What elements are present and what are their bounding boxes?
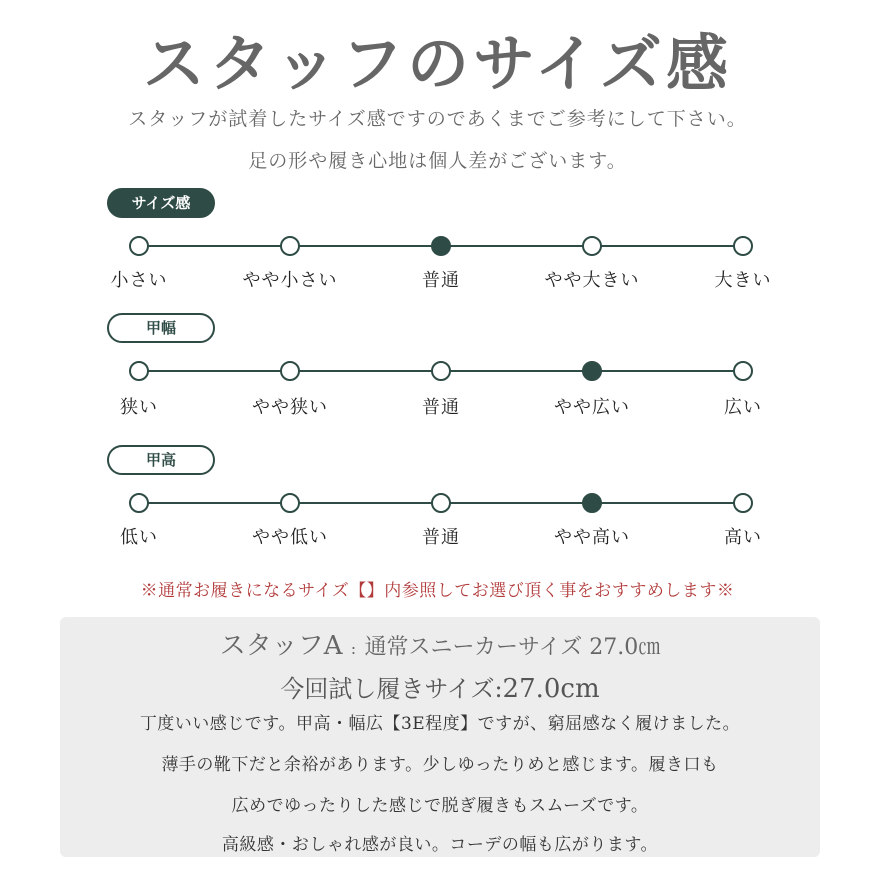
scale-point-1 xyxy=(129,361,149,381)
staff-name: スタッフA xyxy=(219,631,343,661)
review-comment-2: 薄手の靴下だと余裕があります。少しゆったりめと感じます。履き口も xyxy=(161,755,719,775)
recommendation-note: ※通常お履きになるサイズ【】内参照してお選び頂く事をおすすめします※ xyxy=(140,581,735,601)
scale-label-3: 普通 xyxy=(422,270,460,291)
trial-size-label: 今回試し履きサイズ: xyxy=(280,675,503,703)
subtitle-line-2: 足の形や履き心地は個人差がございます。 xyxy=(248,150,627,172)
staff-separator: : xyxy=(350,639,357,658)
staff-usual-size: 通常スニーカーサイズ 27.0㎝ xyxy=(364,635,661,660)
page-title: スタッフのサイズ感 xyxy=(142,27,733,100)
scale-instep-height xyxy=(0,445,875,555)
scale-label-3: 普通 xyxy=(422,527,460,548)
scale-point-3-selected xyxy=(431,236,451,256)
scale-label-1: 狭い xyxy=(120,397,158,418)
scale-label-3: 普通 xyxy=(422,397,460,418)
scale-label-4: やや高い xyxy=(554,527,630,548)
scale-label-4: やや大きい xyxy=(544,270,640,291)
staff-size-line xyxy=(60,625,820,662)
scale-label-4: やや広い xyxy=(554,397,630,418)
scale-point-3 xyxy=(431,361,451,381)
scale-point-2 xyxy=(280,236,300,256)
scale-point-1 xyxy=(129,236,149,256)
scale-label-1: 小さい xyxy=(110,270,168,291)
review-comment-4: 高級感・おしゃれ感が良い。コーデの幅も広がります。 xyxy=(221,835,659,855)
scale-badge: サイズ感 xyxy=(107,188,215,218)
scale-point-5 xyxy=(733,493,753,513)
scale-instep-width xyxy=(0,313,875,423)
scale-label-2: やや低い xyxy=(252,527,328,548)
review-comment-3: 広めでゆったりした感じで脱ぎ履きもスムーズです。 xyxy=(231,796,649,816)
scale-point-5 xyxy=(733,361,753,381)
scale-label-5: 高い xyxy=(724,527,762,548)
trial-size-line xyxy=(60,669,820,704)
scale-badge: 甲幅 xyxy=(107,313,215,343)
scale-point-5 xyxy=(733,236,753,256)
subtitle-line-1: スタッフが試着したサイズ感ですのであくまでご参考にして下さい。 xyxy=(128,108,747,130)
scale-point-4-selected xyxy=(582,493,602,513)
scale-size-feel xyxy=(0,188,875,298)
scale-point-2 xyxy=(280,493,300,513)
scale-point-1 xyxy=(129,493,149,513)
scale-label-1: 低い xyxy=(120,527,158,548)
scale-label-2: やや狭い xyxy=(252,397,328,418)
scale-point-4 xyxy=(582,236,602,256)
scale-point-2 xyxy=(280,361,300,381)
scale-label-2: やや小さい xyxy=(242,270,338,291)
scale-label-5: 大きい xyxy=(714,270,772,291)
scale-label-5: 広い xyxy=(724,397,762,418)
trial-size-value: 27.0cm xyxy=(502,674,600,704)
scale-point-3 xyxy=(431,493,451,513)
scale-point-4-selected xyxy=(582,361,602,381)
review-comment-1: 丁度いい感じです。甲高・幅広【3E程度】ですが、窮屈感なく履けました。 xyxy=(139,714,741,734)
staff-review-box xyxy=(60,617,820,857)
scale-badge: 甲高 xyxy=(107,445,215,475)
